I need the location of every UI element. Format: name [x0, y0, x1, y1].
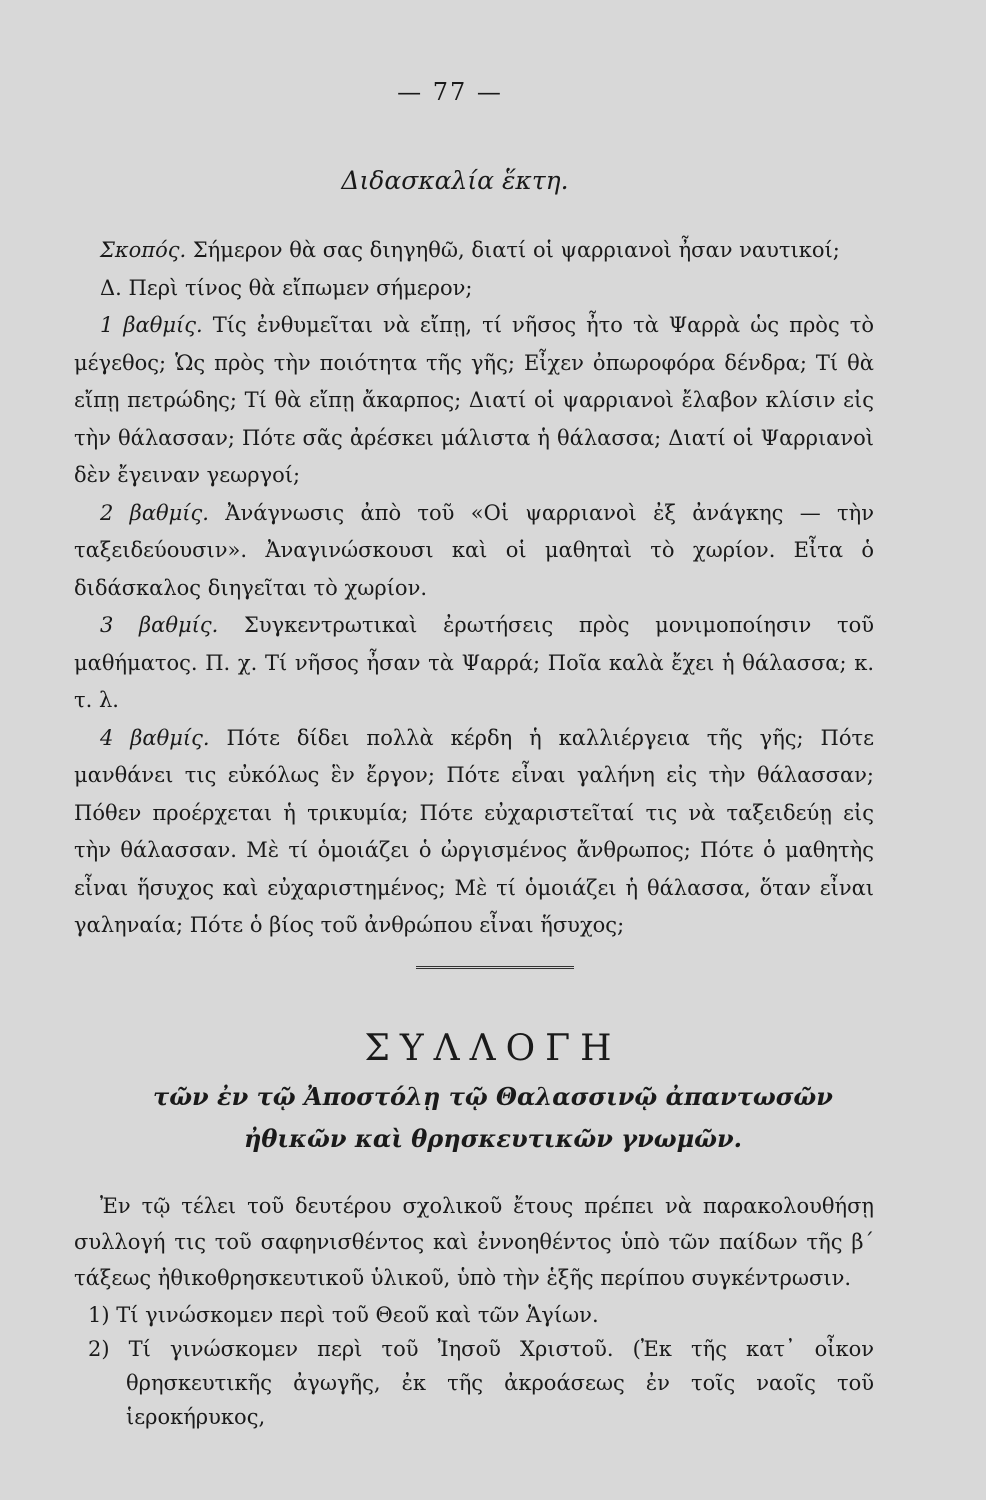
step-1-label: 1 βαθμίς.: [100, 313, 203, 337]
collection-intro: Ἐν τῷ τέλει τοῦ δευτέρου σχολικοῦ ἔτους πρέπει νὰ παρακολουθήσῃ συλλογή τις τοῦ σαφηνισθέντος καὶ ἐννοηθέντος ὑπὸ τῶν παίδων τῆς β΄ τάξεως ἠθικοθρησκευτικοῦ ὑλικοῦ, ὑπὸ τὴν ἑξῆς περίπου συγκέντρωσιν.: [74, 1194, 874, 1290]
step-4: [74, 720, 874, 945]
collection-title: ΣΥΛΛΟΓΗ: [364, 1028, 622, 1069]
collection-subtitle-line1: τῶν ἐν τῷ Ἀποστόλῃ τῷ Θαλασσινῷ ἀπαντωσῶν: [153, 1082, 833, 1111]
page-number: — 77 —: [397, 78, 503, 106]
step-3-label: 3 βαθμίς.: [100, 613, 219, 637]
lesson-body: [74, 232, 874, 945]
aim-label: Σκοπός.: [100, 238, 187, 262]
step-2-text: Ἀνάγνωσις ἀπὸ τοῦ «Οἱ ψαρριανοὶ ἐξ ἀνάγκης — τὴν ταξειδεύουσιν». Ἀναγινώσκουσι καὶ οἱ μαθηταὶ τὸ χωρίον. Εἶτα ὁ διδάσκαλος διηγεῖται τὸ χωρίον.: [74, 500, 874, 600]
section-title: Διδασκαλία ἕκτη.: [341, 166, 569, 195]
step-1-text: Τίς ἐνθυμεῖται νὰ εἴπῃ, τί νῆσος ἦτο τὰ Ψαρρὰ ὡς πρὸς τὸ μέγεθος; Ὡς πρὸς τὴν ποιότητα τῆς γῆς; Εἶχεν ὀπωροφόρα δένδρα; Τί θὰ εἴπῃ πετρώδης; Τί θὰ εἴπῃ ἄκαρπος; Διατί οἱ ψαρριανοὶ ἔλαβον κλίσιν εἰς τὴν θάλασσαν; Πότε σᾶς ἀρέσκει μάλιστα ἡ θάλασσα; Διατί οἱ Ψαρριανοὶ δὲν ἔγειναν γεωργοί;: [74, 313, 874, 487]
collection-intro-block: [74, 1188, 874, 1296]
list-item: 1) Τί γινώσκομεν περὶ τοῦ Θεοῦ καὶ τῶν Ἁγίων.: [88, 1303, 599, 1327]
step-1: [74, 307, 874, 495]
aim-paragraph: [74, 232, 874, 270]
step-2: [74, 495, 874, 608]
step-3-text: Συγκεντρωτικαὶ ἐρωτήσεις πρὸς μονιμοποίησιν τοῦ μαθήματος. Π. χ. Τί νῆσος ἦσαν τὰ Ψαρρά; Ποῖα καλὰ ἔχει ἡ θάλασσα; κ. τ. λ.: [74, 613, 874, 712]
collection-list: [74, 1298, 874, 1434]
step-4-text: Πότε δίδει πολλὰ κέρδη ἡ καλλιέργεια τῆς γῆς; Πότε μανθάνει τις εὐκόλως ἓν ἔργον; Πότε εἶναι γαλήνη εἰς τὴν θάλασσαν; Πόθεν προέρχεται ἡ τρικυμία; Πότε εὐχαριστεῖταί τις νὰ ταξειδεύῃ εἰς τὴν θάλασσαν. Μὲ τί ὁμοιάζει ὁ ὠργισμένος ἄνθρωπος; Πότε ὁ μαθητὴς εἶναι ἥσυχος καὶ εὐχαριστημένος; Μὲ τί ὁμοιάζει ἡ θάλασσα, ὅταν εἶναι γαληναία; Πότε ὁ βίος τοῦ ἀνθρώπου εἶναι ἥσυχος;: [74, 725, 874, 937]
section-divider: [416, 966, 574, 969]
step-3: [74, 607, 874, 720]
step-2-label: 2 βαθμίς.: [100, 500, 209, 525]
step-4-label: 4 βαθμίς.: [100, 725, 210, 750]
aim-text: Σήμερον θὰ σας διηγηθῶ, διατί οἱ ψαρριανοὶ ἦσαν ναυτικοί;: [186, 238, 840, 262]
question-intro: Δ. Περὶ τίνος θὰ εἴπωμεν σήμερον;: [100, 275, 473, 300]
collection-subtitle-line2: ἠθικῶν καὶ θρησκευτικῶν γνωμῶν.: [243, 1124, 743, 1153]
list-item: 2) Τί γινώσκομεν περὶ τοῦ Ἰησοῦ Χριστοῦ. (Ἐκ τῆς κατ᾽ οἶκον θρησκευτικῆς ἀγωγῆς, ἐκ τῆς ἀκροάσεως ἐν τοῖς ναοῖς τοῦ ἱεροκήρυκος,: [88, 1337, 874, 1429]
